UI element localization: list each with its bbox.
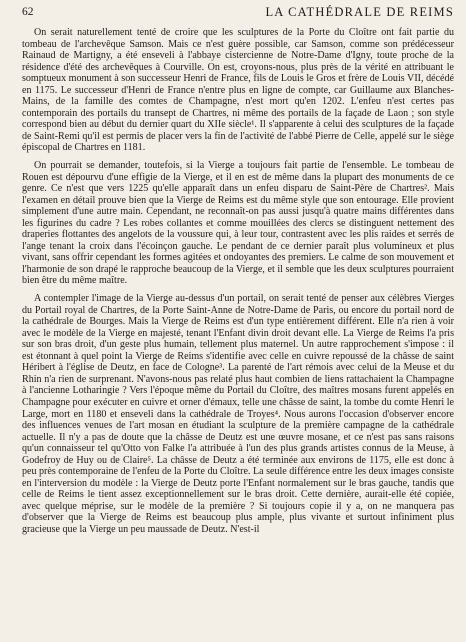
paragraph: A contempler l'image de la Vierge au-dessus d'un portail, on serait tenté de penser aux célèbres Vierges du Portail royal de Chartres, de la Porte Saint-Anne de Notre-Dame de Paris, ou encore du portail nord de la cathédrale de Bourges. Mais la Vierge de Reims est d'un type entièrement différent. Elle n'a rien à voir avec le modèle de la Vierge en majesté, tenant l'Enfant divin droit devant elle. La Vierge de Reims l'a pris sur son bras droit, d'un geste plus humain, tellement plus maternel. Un autre rapprochement s'impose : il est étonnant à quel point la Vierge de Reims s'identifie avec celle en cuivre repoussé de la châsse de saint Héribert à l'église de Deutz, en face de Cologne³. La parenté de l'art rémois avec celui de la Meuse et du Rhin n'a rien de surprenant. N'avons-nous pas relaté plus haut combien de liens rattachaient la Champagne à l'ancienne Lotharingie ? Vers l'époque même du Portail du Cloître, des maîtres mosans furent appelés en Champagne pour exécuter en cuivre et orner d'émaux, telle une châsse de saint, la tombe du comte Henri le Large, mort en 1180 et enseveli dans la cathédrale de Troyes⁴. Nous aurons l'occasion d'observer encore des influences venues de l'art mosan en étudiant la sculpture de la première campagne de la cathédrale actuelle. Il n'y a pas de doute que la châsse de Deutz est une œuvre mosane, et ce n'est pas sans raisons qu'un connaisseur tel qu'Otto von Falke l'a attribuée à l'un des plus grands artistes connus de la Meuse, à Godefroy de Huy ou de Claire⁵. La châsse de Deutz a été terminée aux environs de 1175, elle est donc à peu près contemporaine de l'enfeu de la Porte du Cloître. La seule différence entre les deux images consiste en l'interversion du modèle : la Vierge de Deutz porte l'Enfant normalement sur le bras gauche, tandis que celle de Reims le tient assez exceptionnellement sur le bras droit. Cette dernière, aurait-elle été copiée, avec quelque méprise, sur le modèle de la première ? Si toujours copie il y a, on ne manquera pas d'observer que la Vierge de Reims est beaucoup plus ample, plus vivante et surtout infiniment plus gracieuse que la Vierge un peu maussade de Deutz. N'est-il (22, 293, 454, 535)
body-text (22, 27, 454, 536)
page-number: 62 (22, 6, 34, 18)
page-header (22, 5, 454, 23)
paragraph: On pourrait se demander, toutefois, si la Vierge a toujours fait partie de l'ensemble. Le tombeau de Rouen est dépourvu d'une effigie de la Vierge, et il en est de même dans la plupart des monuments de ce genre. Ce n'est que vers 1225 qu'elle apparaît dans un enfeu disparu de Saint-Père de Chartres². Mais l'examen en détail prouve bien que la Vierge de Reims est du même style que son entourage. Elle provient simplement d'une autre main. Cependant, ne reconnaît-on pas aussi jusqu'à quatre mains différentes dans les figurines du cadre ? Les robes collantes et comme mouillées des clercs se distinguent nettement des draperies flottantes des angelots de la voussure qui, à leur tour, contrastent avec les plis raides et serrés de l'ange tenant la croix dans l'écoinçon gauche. Le pendant de ce dernier paraît plus volumineux et plus vivant, sans offrir cependant les formes agitées et ondoyantes des premiers. Le calme de son mouvement et l'harmonie de son drapé le rapproche beaucoup de la Vierge, et il semble que les deux sculptures pourraient bien être du même maître. (22, 160, 454, 287)
running-title: LA CATHÉDRALE DE REIMS (265, 5, 454, 19)
paragraph: On serait naturellement tenté de croire que les sculptures de la Porte du Cloître ont fait partie du tombeau de l'archevêque Samson. Mais ce n'est guère possible, car Samson, comme son prédécesseur Rainaud de Martigny, a été enseveli à l'abbaye cistercienne de Notre-Dame d'Igny, toute proche de la résidence d'été des archevêques à Courville. On est, croyons-nous, plus près de la vérité en attribuant le somptueux monument à son successeur Henri de France, fils de Louis le Gros et frère de Louis VII, décédé en 1175. Le successeur d'Henri de France n'entre plus en ligne de compte, car Guillaume aux Blanches-Mains, de la famille des comtes de Champagne, n'est mort qu'en 1202. L'enfeu n'est certes pas contemporain des portails du transept de Chartres, ni même des portails de la façade de Laon ; son style correspond bien au début du dernier quart du XIIe siècle¹. Il s'apparente à celui des sculptures de la façade de Saint-Remi qu'il est permis de placer vers la fin de l'activité de l'abbé Pierre de Celle, appelé sur le siège épiscopal de Chartres en 1181. (22, 27, 454, 154)
